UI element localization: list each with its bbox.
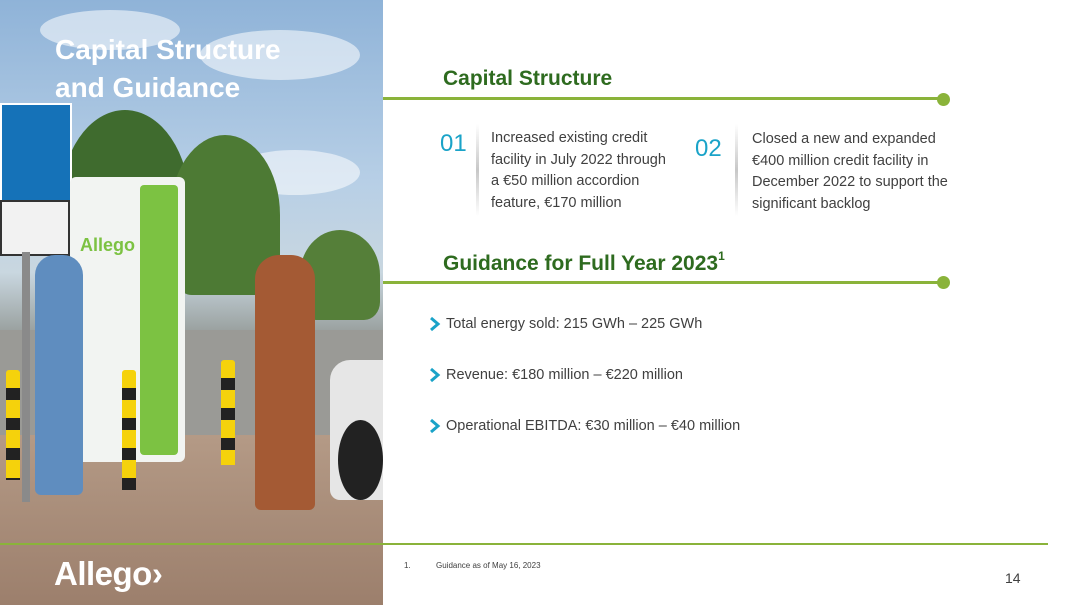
capital-item-2-line: €400 million credit facility in — [752, 152, 929, 169]
item-number-1: 01 — [440, 130, 467, 157]
guidance-bullet-1 — [428, 316, 702, 332]
footer-divider — [0, 543, 1048, 545]
chevron-right-icon — [428, 418, 442, 434]
capital-item-1-line: facility in July 2022 through — [491, 151, 666, 168]
arrow-sign — [0, 200, 70, 256]
footnote-text: Guidance as of May 16, 2023 — [436, 561, 541, 570]
charging-sign — [0, 103, 72, 203]
page-number: 14 — [1005, 570, 1021, 586]
guidance-heading-text: Guidance for Full Year 2023 — [443, 252, 719, 275]
guidance-bullet-text: Total energy sold: 215 GWh – 225 GWh — [446, 316, 703, 332]
guidance-bullet-text: Operational EBITDA: €30 million – €40 million — [446, 418, 741, 434]
capital-item-2-text — [752, 129, 948, 215]
guidance-heading — [443, 251, 725, 276]
footnote-number: 1. — [404, 561, 411, 570]
capital-item-1-text — [491, 128, 666, 214]
capital-item-1-line: Increased existing credit — [491, 130, 648, 146]
capital-item-2-line: Closed a new and expanded — [752, 131, 936, 147]
capital-item-2-line: significant backlog — [752, 195, 871, 212]
allego-logo — [54, 555, 162, 593]
guidance-bullet-3 — [428, 418, 740, 434]
capital-item-1-line: feature, €170 million — [491, 194, 622, 211]
hero-photo: Allego Capital Structure and Guidance Allego› — [0, 0, 383, 605]
footnote — [404, 561, 541, 570]
divider-dot-2 — [937, 276, 950, 289]
guidance-bullet-2 — [428, 367, 683, 383]
page-title — [55, 31, 355, 107]
chevron-logo-icon: › — [151, 555, 163, 592]
item-divider-1 — [476, 124, 479, 216]
chevron-right-icon — [428, 367, 442, 383]
section-divider-2 — [383, 281, 943, 284]
capital-structure-heading: Capital Structure — [443, 67, 613, 90]
guidance-bullet-text: Revenue: €180 million – €220 million — [446, 367, 683, 383]
person-left — [35, 255, 83, 495]
section-divider-1 — [383, 97, 943, 100]
page-title-line1: Capital Structure — [55, 34, 281, 65]
page-title-line2: and Guidance — [55, 72, 241, 103]
logo-text: Allego — [54, 555, 152, 592]
capital-item-1-line: a €50 million accordion — [491, 173, 640, 189]
capital-item-2-line: December 2022 to support the — [752, 174, 948, 190]
person-right — [255, 255, 315, 510]
footnote-marker: 1 — [718, 249, 725, 263]
item-number-2: 02 — [695, 135, 722, 162]
divider-dot-1 — [937, 93, 950, 106]
item-divider-2 — [735, 124, 738, 216]
chevron-right-icon — [428, 316, 442, 332]
